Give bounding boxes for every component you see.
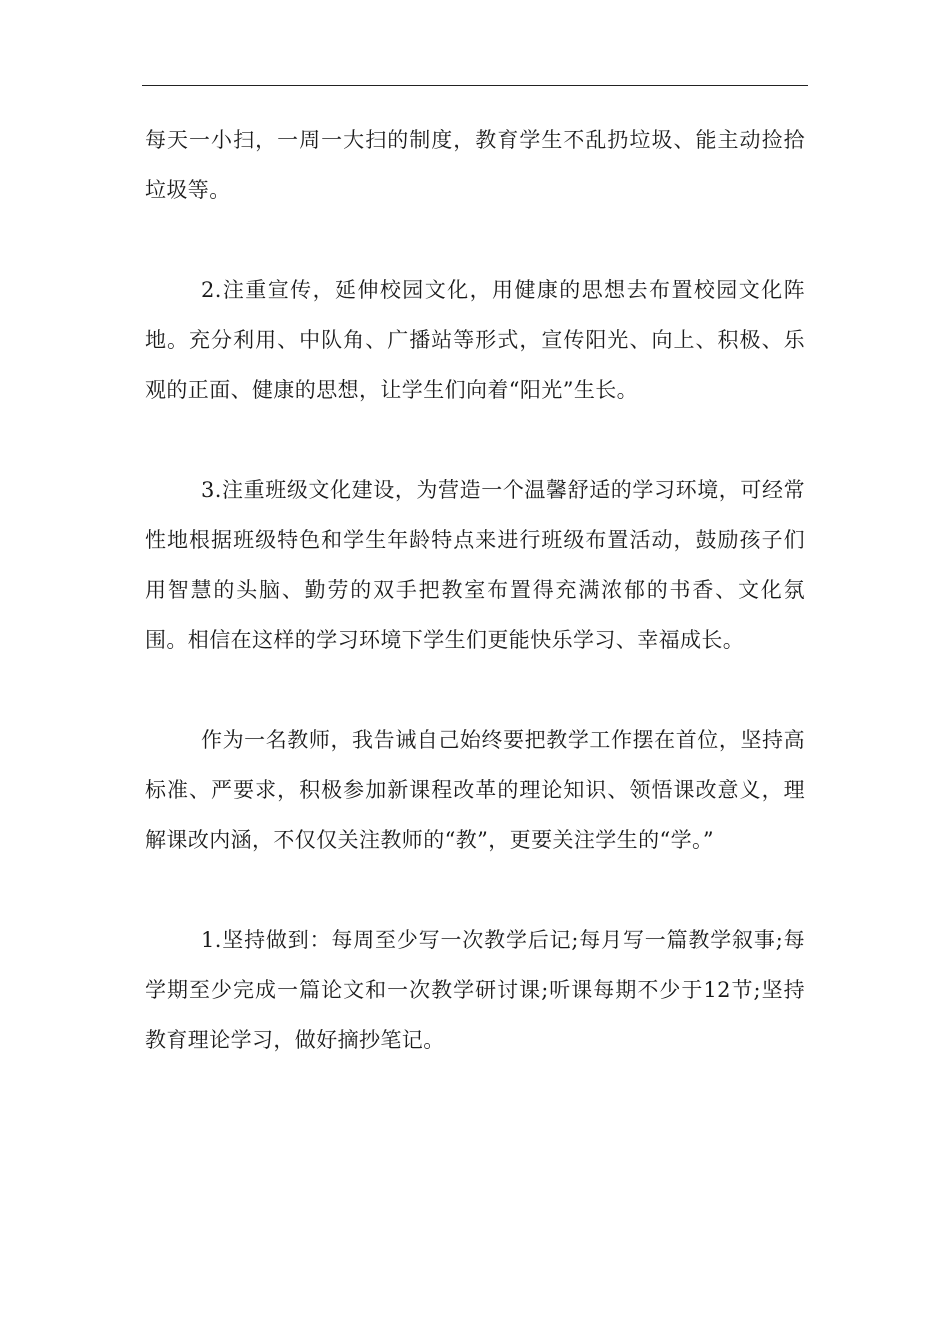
paragraph-teaching-practice: 1.坚持做到：每周至少写一次教学后记;每月写一篇教学叙事;每学期至少完成一篇论文和一次教学研讨课;听课每期不少于12节;坚持教育理论学习，做好摘抄笔记。 xyxy=(145,928,805,1052)
document-body xyxy=(145,115,805,1065)
paragraph-gap xyxy=(145,415,805,465)
paragraph-cleaning-rules: 每天一小扫，一周一大扫的制度，教育学生不乱扔垃圾、能主动捡拾垃圾等。 xyxy=(145,128,805,202)
header-rule xyxy=(142,85,808,86)
paragraph-gap xyxy=(145,215,805,265)
paragraph-gap xyxy=(145,865,805,915)
paragraph-teacher-role: 作为一名教师，我告诫自己始终要把教学工作摆在首位，坚持高标准、严要求，积极参加新课程改革的理论知识、领悟课改意义，理解课改内涵，不仅仅关注教师的“教”，更要关注学生的“学。” xyxy=(145,728,805,852)
paragraph-publicity: 2.注重宣传，延伸校园文化，用健康的思想去布置校园文化阵地。充分利用、中队角、广播站等形式，宣传阳光、向上、积极、乐观的正面、健康的思想，让学生们向着“阳光”生长。 xyxy=(145,278,805,402)
paragraph-class-culture: 3.注重班级文化建设，为营造一个温馨舒适的学习环境，可经常性地根据班级特色和学生年龄特点来进行班级布置活动，鼓励孩子们用智慧的头脑、勤劳的双手把教室布置得充满浓郁的书香、文化氛围。相信在这样的学习环境下学生们更能快乐学习、幸福成长。 xyxy=(145,478,805,652)
paragraph-gap xyxy=(145,665,805,715)
